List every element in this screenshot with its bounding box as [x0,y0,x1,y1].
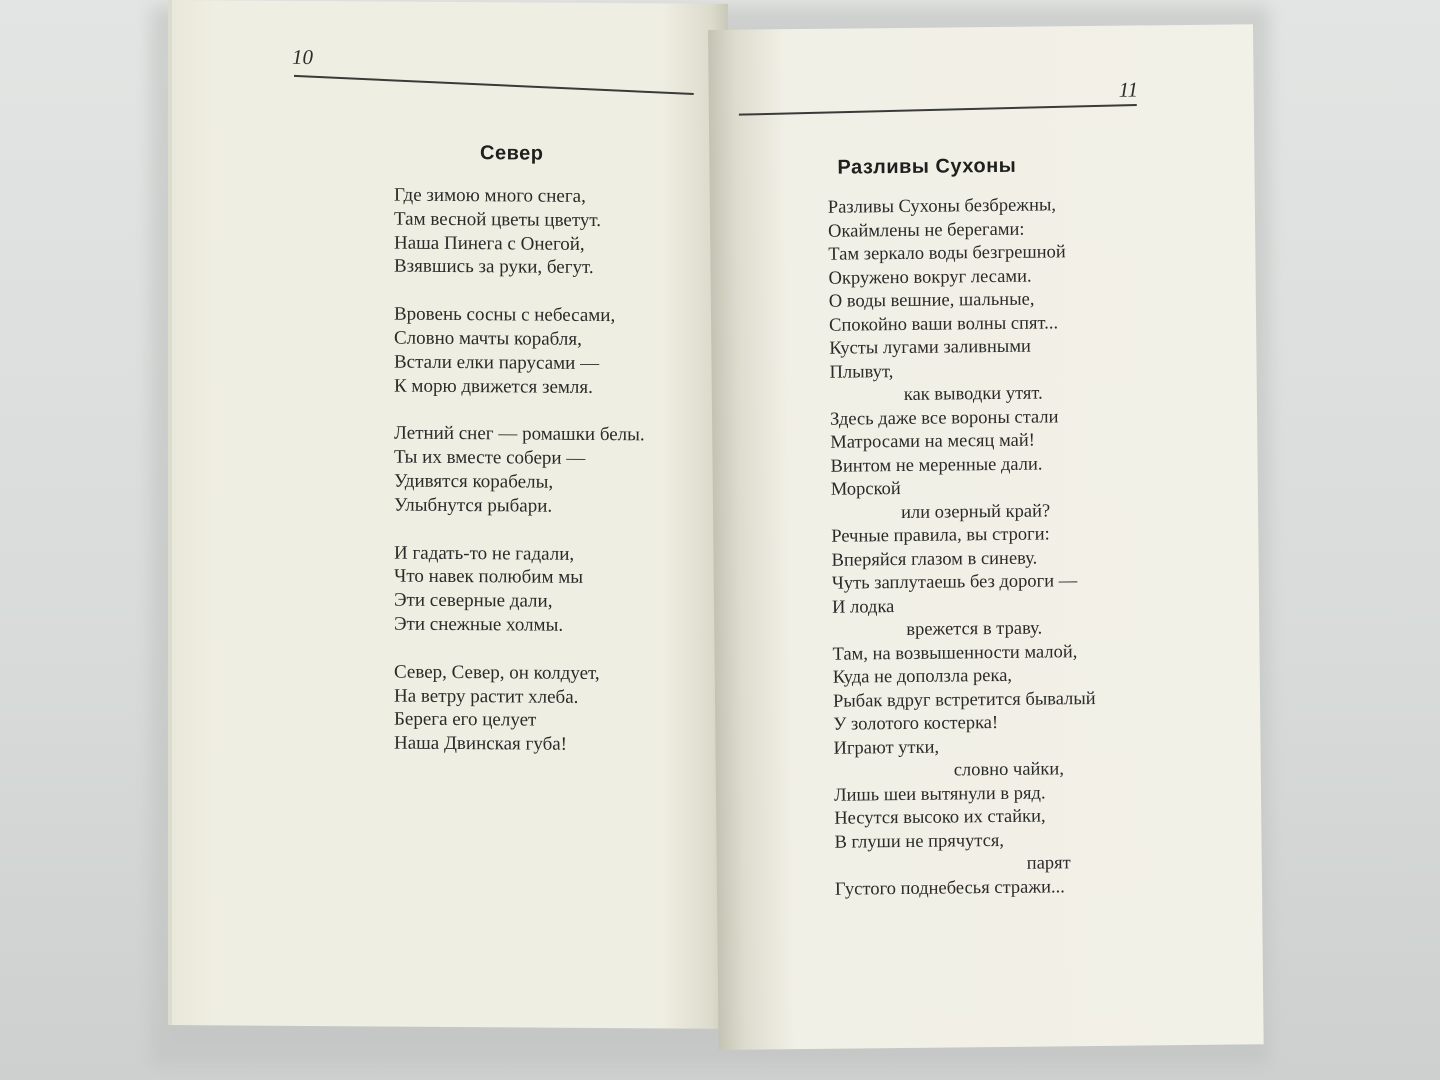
poem-line: Что навек полюбим мы [394,565,584,589]
poem-line: Морской [830,479,901,500]
poem-line: Там зеркало воды безгрешной [828,242,1066,265]
poem-line: или озерный край? [900,500,1051,523]
poem-line: У золотого костерка! [833,713,999,735]
poem-line: О воды вешние, шальные, [828,289,1035,312]
poem-line: Вровень сосны с небесами, [394,303,616,327]
poem-line: Окружено вокруг лесами. [828,266,1032,289]
poem-body [828,194,1098,902]
poem-line: И гадать-то не гадали, [394,542,575,565]
poem-line: Летний снег — ромашки белы. [394,422,645,446]
poem-line: Берега его целует [394,708,537,731]
poem-line: парят [1026,853,1071,874]
poem-line: врежется в траву. [906,618,1043,640]
poem-line: Винтом не меренные дали. [830,454,1043,477]
poem-line: Густого поднебесья стражи... [834,876,1065,900]
poem-line: Там, на возвышенности малой, [832,641,1078,665]
poem-line: Чуть заплутаешь без дороги — [831,571,1078,594]
poem-line: Улыбнутся рыбари. [394,494,553,517]
poem-line: Встали елки парусами — [394,351,600,374]
poem-line: Рыбак вдруг встретится бывалый [832,688,1096,712]
poem-line: Там весной цветы цветут. [394,208,602,231]
poem-line: Эти снежные холмы. [394,613,564,636]
poem-line: Спокойно ваши волны спят... [828,312,1059,336]
stanza [394,541,645,638]
poem-line: Наша Пинега с Онегой, [394,232,585,255]
poem-line: Удивятся корабелы, [394,470,554,493]
poem-line: Окаймлены не берегами: [828,219,1025,242]
right-page [708,24,1264,1050]
poem-line: Словно мачты корабля, [394,327,582,350]
poem-line: Играют утки, [833,737,940,759]
poem-title: Север [480,142,544,165]
poem-line: Кусты лугами заливными [829,336,1032,359]
poem-line: Матросами на месяц май! [830,430,1035,453]
stanza [394,660,645,757]
poem-line: К морю движется земля. [394,375,593,398]
poem-line: Север, Север, он колдует, [394,661,600,684]
header-rule [294,75,694,95]
left-page [168,0,728,1029]
poem-line: Взявшись за руки, бегут. [394,255,594,279]
poem-line: Речные правила, вы строги: [831,524,1050,547]
poem-line: Куда не доползла река, [832,665,1013,688]
poem-line: Разливы Сухоны безбрежны, [827,195,1057,218]
poem-line: Наша Двинская губа! [394,732,568,755]
poem-line: словно чайки, [953,759,1065,781]
poem-line: Лишь шеи вытянули в ряд. [833,783,1046,806]
poem-line: Ты их вместе собери — [394,446,586,470]
poem-line: Несутся высоко их стайки, [834,806,1046,829]
stanza [394,422,645,519]
poem-line: Эти северные дали, [394,589,553,612]
poem-line: На ветру растит хлеба. [394,685,579,708]
poem-line: В глуши не прячутся, [834,830,1005,853]
page-number: 11 [1118,77,1139,102]
poem-line: как выводки утят. [903,383,1043,405]
poem-line: Где зимою много снега, [394,184,586,207]
poem-line: Вперяйся глазом в синеву. [831,548,1038,571]
poem-line: И лодка [831,596,895,618]
stanza [394,184,645,281]
header-rule [739,104,1137,116]
poem-line: Здесь даже все вороны стали [829,406,1059,430]
poem-body [394,184,645,782]
poem-line: Плывут, [829,361,894,383]
page-number: 10 [292,44,313,70]
stanza [394,303,645,400]
poem-title: Разливы Сухоны [837,154,1017,179]
